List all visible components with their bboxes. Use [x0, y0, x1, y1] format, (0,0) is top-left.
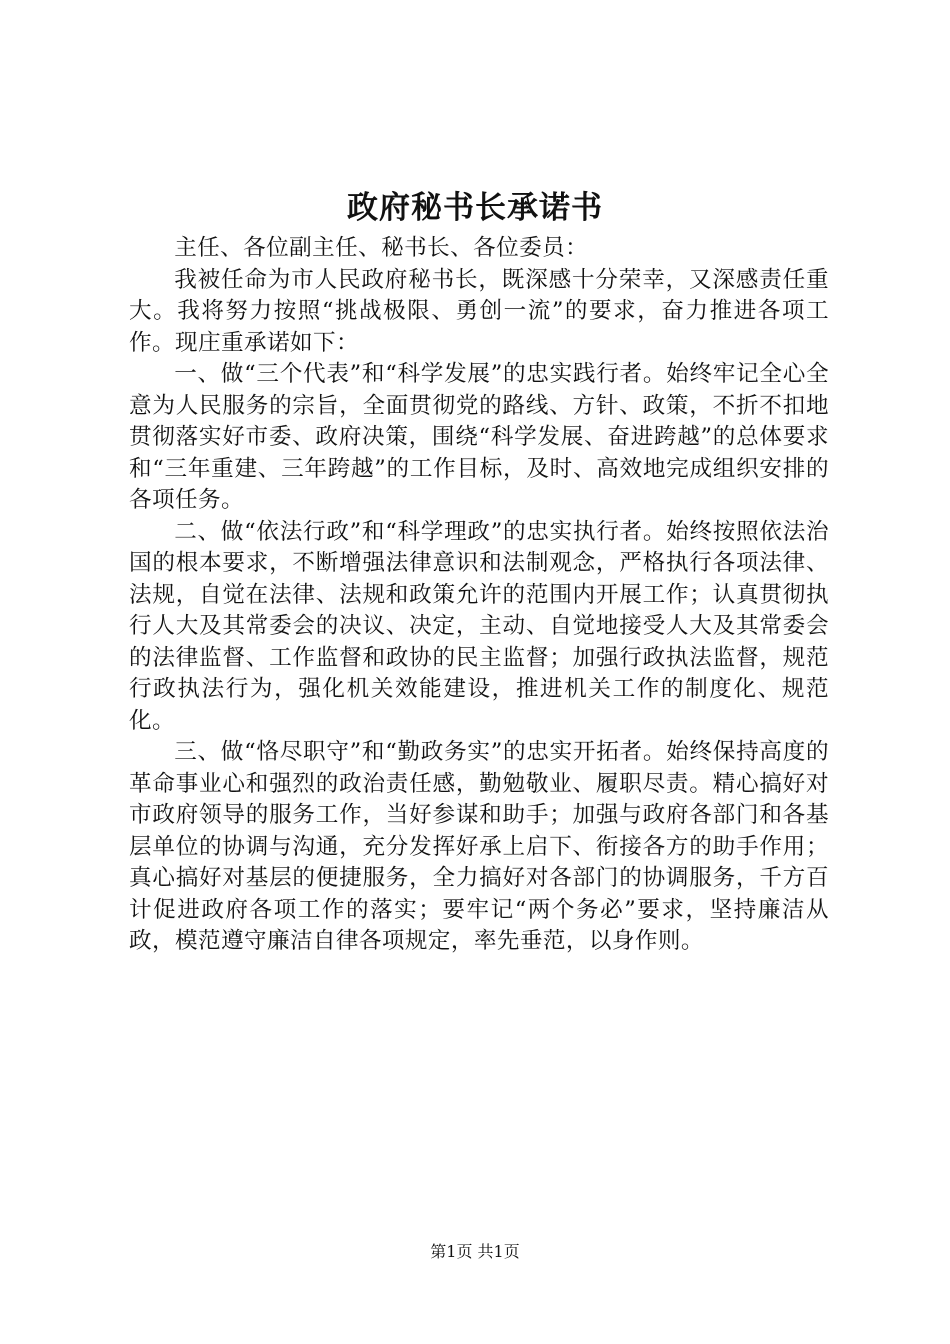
paragraph-2: 二、做“依法行政”和“科学理政”的忠实执行者。始终按照依法治国的根本要求，不断增强法律意识和法制观念，严格执行各项法律、法规，自觉在法律、法规和政策允许的范围内开展工作；认真贯彻执行人大及其常委会的决议、决定，主动、自觉地接受人大及其常委会的法律监督、工作监督和政协的民主监督；加强行政执法监督，规范行政执法行为，强化机关效能建设，推进机关工作的制度化、规范化。: [129, 518, 829, 734]
salutation: 主任、各位副主任、秘书长、各位委员：: [174, 235, 589, 261]
paragraph-intro: 我被任命为市人民政府秘书长，既深感十分荣幸，又深感责任重大。我将努力按照“挑战极限、勇创一流”的要求，奋力推进各项工作。现庄重承诺如下：: [129, 266, 829, 356]
document-body: [129, 233, 829, 958]
paragraph-3: 三、做“恪尽职守”和“勤政务实”的忠实开拓者。始终保持高度的革命事业心和强烈的政治责任感，勤勉敬业、履职尽责。精心搞好对市政府领导的服务工作，当好参谋和助手；加强与政府各部门和各基层单位的协调与沟通，充分发挥好承上启下、衔接各方的助手作用；真心搞好对基层的便捷服务，全力搞好对各部门的协调服务，千方百计促进政府各项工作的落实；要牢记“两个务必”要求，坚持廉洁从政，模范遵守廉洁自律各项规定，率先垂范，以身作则。: [129, 739, 829, 954]
paragraph-1: 一、做“三个代表”和“科学发展”的忠实践行者。始终牢记全心全意为人民服务的宗旨，全面贯彻党的路线、方针、政策，不折不扣地贯彻落实好市委、政府决策，围绕“科学发展、奋进跨越”的总体要求和“三年重建、三年跨越”的工作目标，及时、高效地完成组织安排的各项任务。: [129, 361, 829, 513]
page-footer: 第1页 共1页: [430, 1242, 520, 1261]
document-title: 政府秘书长承诺书: [347, 190, 603, 226]
